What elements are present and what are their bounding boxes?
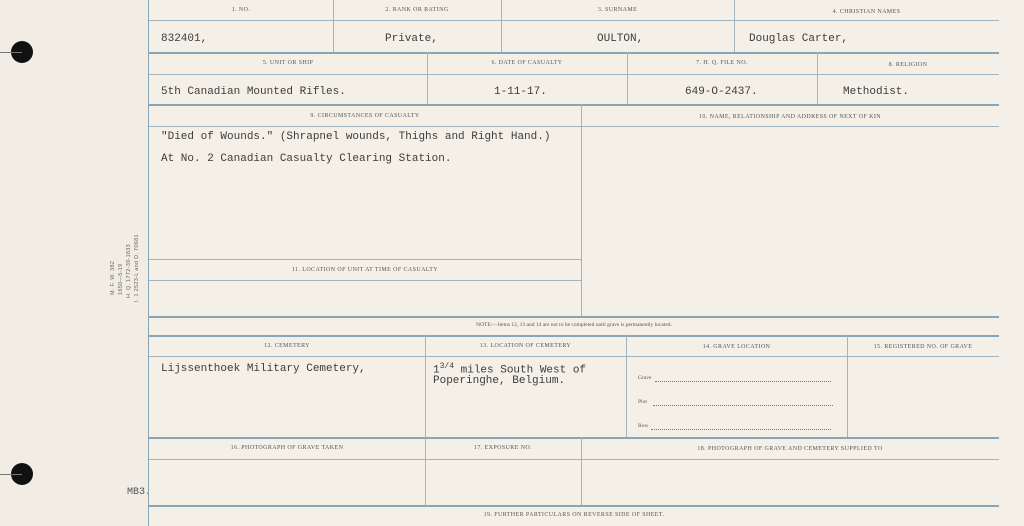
row-field-label: Row: [638, 423, 649, 429]
label-next-of-kin: 10. NAME, RELATIONSHIP AND ADDRESS OF NEXT OF KIN: [699, 114, 881, 120]
grave-dotted-line: [655, 381, 831, 382]
circumstances-line-2: At No. 2 Canadian Casualty Clearing Station.: [161, 153, 452, 165]
footer-text: 19. FURTHER PARTICULARS ON REVERSE SIDE OF SHEET.: [483, 512, 665, 518]
surname-value: OULTON,: [597, 33, 644, 45]
form-stamp: [110, 210, 150, 300]
file-no-value: 649-O-2437.: [685, 86, 758, 98]
left-margin: [0, 0, 152, 526]
label-unit: 5. UNIT OR SHIP: [262, 60, 314, 66]
label-rank: 2. RANK OR RATING: [385, 7, 449, 13]
christian-names-value: Douglas Carter,: [749, 33, 849, 45]
label-religion: 8. RELIGION: [888, 62, 928, 68]
note-text: NOTE:—Items 12, 13 and 14 are not to be completed until grave is permanently located.: [476, 322, 672, 328]
plot-field-label: Plot: [638, 399, 647, 405]
stamp-line: M. F. W. 382: [110, 260, 116, 295]
label-date: 6. DATE OF CASUALTY: [491, 60, 563, 66]
handwritten-mark: MB3.: [127, 487, 152, 498]
rank-value: Private,: [385, 33, 438, 45]
label-file-no: 7. H. Q. FILE NO.: [696, 60, 748, 66]
label-grave-location: 14. GRAVE LOCATION: [702, 344, 771, 350]
hole-line: [0, 474, 22, 475]
circumstances-line-1: "Died of Wounds." (Shrapnel wounds, Thighs and Right Hand.): [161, 131, 551, 143]
cemetery-location-line-2: Poperinghe, Belgium.: [433, 375, 566, 387]
label-no: 1. NO.: [231, 7, 251, 13]
unit-value: 5th Canadian Mounted Rifles.: [161, 86, 346, 98]
stamp-line: I. 1 2523-L and D. 70681: [134, 234, 140, 302]
label-unit-location: 11. LOCATION OF UNIT AT TIME OF CASUALTY: [291, 267, 439, 273]
form-grid: [148, 0, 1024, 526]
row-dotted-line: [651, 429, 831, 430]
label-surname: 3. SURNAME: [597, 7, 638, 13]
plot-dotted-line: [653, 405, 833, 406]
cemetery-value: Lijssenthoek Military Cemetery,: [161, 363, 366, 375]
label-exposure-no: 17. EXPOSURE NO.: [473, 445, 533, 451]
label-cemetery: 12. CEMETERY: [264, 343, 310, 349]
religion-value: Methodist.: [843, 86, 910, 98]
stamp-line: H. Q. 1772-39-1833: [126, 243, 132, 298]
label-christian-names: 4. CHRISTIAN NAMES: [832, 9, 901, 15]
label-registered-no: 15. REGISTERED NO. OF GRAVE: [873, 344, 973, 350]
grave-field-label: Grave: [638, 375, 652, 381]
cemetery-location-line-1: $1^{3/4}$ miles South West of: [433, 362, 587, 377]
label-circumstances: 9. CIRCUMSTANCES OF CASUALTY: [310, 113, 420, 119]
stamp-line: 1650—5-19: [118, 263, 124, 295]
label-photo-taken: 16. PHOTOGRAPH OF GRAVE TAKEN: [230, 445, 344, 451]
label-cemetery-location: 13. LOCATION OF CEMETERY: [479, 343, 572, 349]
hole-line: [0, 52, 22, 53]
service-number: 832401,: [161, 33, 208, 45]
label-photo-supplied: 18. PHOTOGRAPH OF GRAVE AND CEMETERY SUPPLIED TO: [697, 446, 883, 452]
date-value: 1-11-17.: [494, 86, 547, 98]
